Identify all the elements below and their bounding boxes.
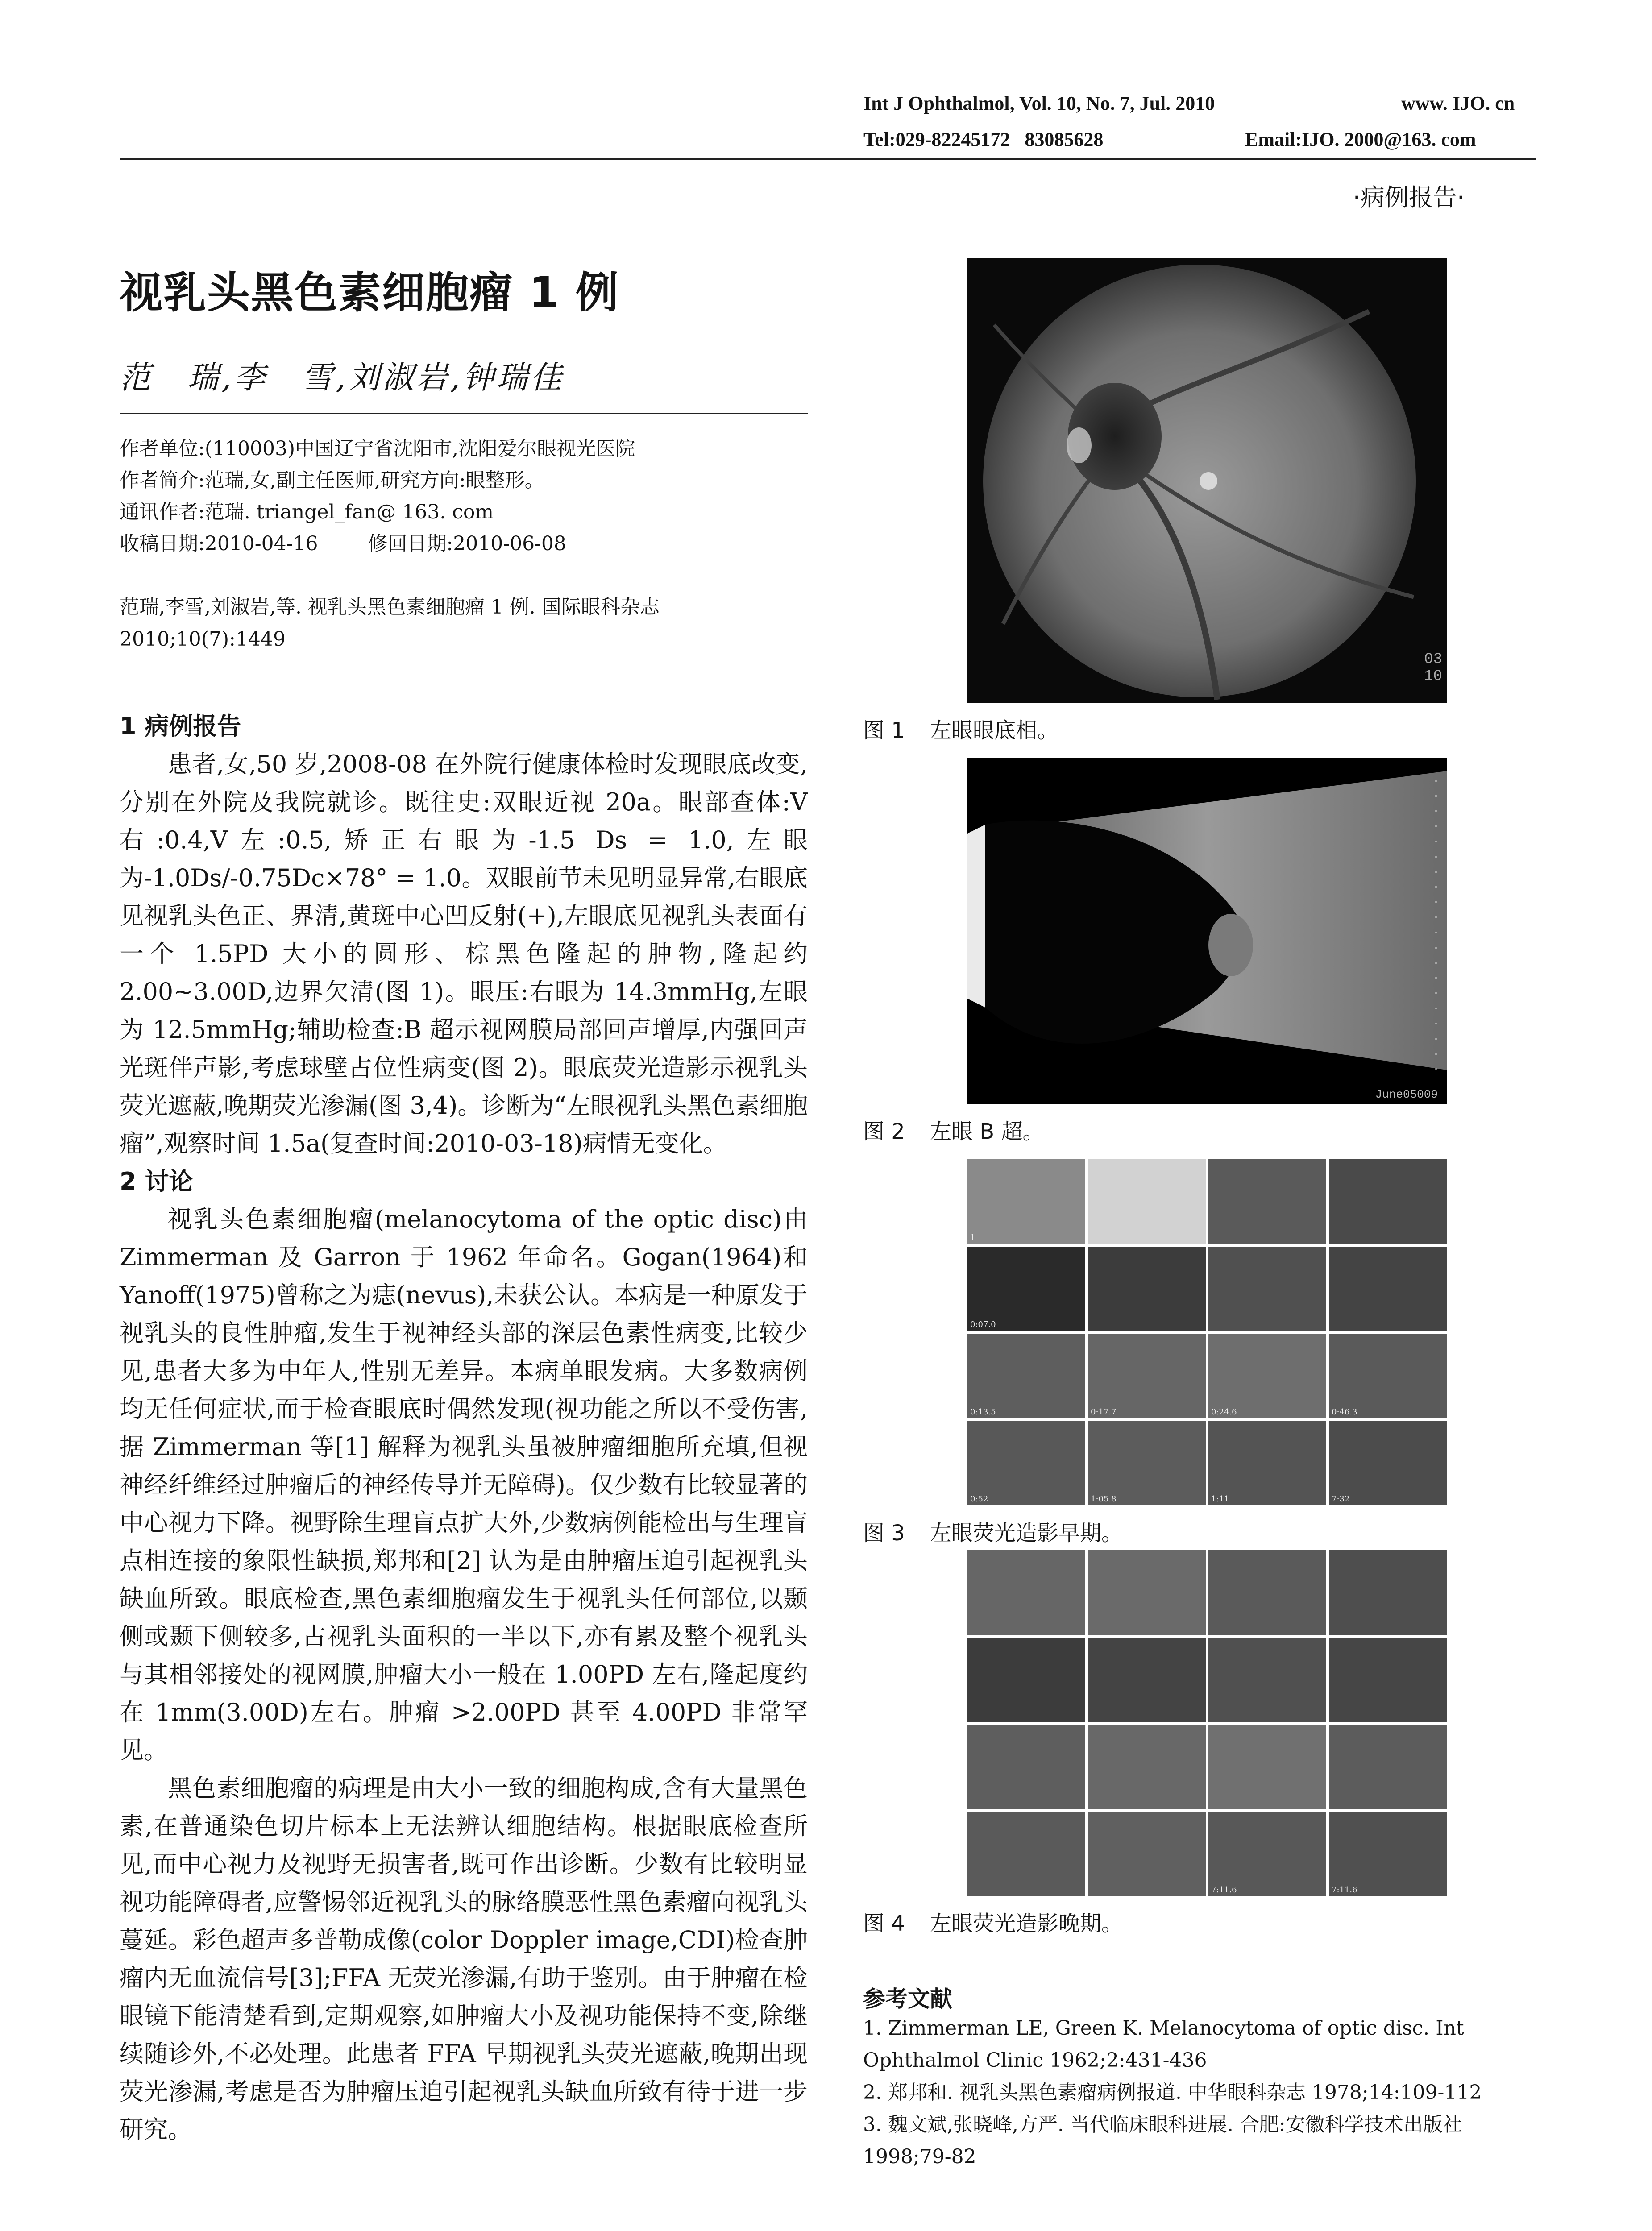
ffa-frame-time: 1:05.8 [1091,1494,1117,1504]
figure-caption-text: 左眼荧光造影晚期。 [930,1911,1123,1936]
ffa-frame [1088,1812,1206,1897]
reference-list [863,2012,1536,2173]
article-title: 视乳头黑色素细胞瘤 1 例 [120,268,619,318]
ffa-frame [1329,1159,1447,1244]
journal-tel: Tel:029-82245172 83085628 [863,129,1104,150]
case-report-paragraph: 患者,女,50 岁,2008-08 在外院行健康体检时发现眼底改变,分别在外院及我院就诊。既往史:双眼近视 20a。眼部查体:V右:0.4,V左:0.5,矫正右眼为-1.5 Ds = 1.0,左眼为-1.0Ds/-0.75Dc×78° = 1.0。双眼前节未见明显异常,右眼底见视乳头色正、界清,黄斑中心凹反射(+),左眼底见视乳头表面有一个 1.5PD 大小的圆形、棕黑色隆起的肿物,隆起约 2.00~3.00D,边界欠清(图 1)。眼压:右眼为 14.3mmHg,左眼为 12.5mmHg;辅助检查:B 超示视网膜局部回声增厚,内强回声光斑伴声影,考虑球壁占位性病变(图 2)。眼底荧光造影示视乳头荧光遮蔽,晚期荧光渗漏(图 3,4)。诊断为“左眼视乳头黑色素细胞瘤”,观察时间 1.5a(复查时间:2010-03-18)病情无变化。 [120,750,808,1157]
author-bio: 作者简介:范瑞,女,副主任医师,研究方向:眼整形。 [120,469,544,492]
ffa-frame [1208,1550,1326,1635]
ffa-frame-time: 0:24.6 [1211,1407,1237,1417]
journal-website: www. IJO. cn [1401,92,1515,114]
reference-item: 1. Zimmerman LE, Green K. Melanocytoma of optic disc. Int Ophthalmol Clinic 1962;2:431-436 [863,2017,1464,2072]
discussion-paragraph: 黑色素细胞瘤的病理是由大小一致的细胞构成,含有大量黑色素,在普通染色切片标本上无法辨认细胞结构。根据眼底检查所见,而中心视力及视野无损害者,既可作出诊断。少数有比较明显视功能障碍者,应警惕邻近视乳头的脉络膜恶性黑色素瘤向视乳头蔓延。彩色超声多普勒成像(color Doppler image,CDI)检查肿瘤内无血流信号[3];FFA 无荧光渗漏,有助于鉴别。由于肿瘤在检眼镜下能清楚看到,定期观察,如肿瘤大小及视功能保持不变,除继续随诊外,不必处理。此患者 FFA 早期视乳头荧光遮蔽,晚期出现荧光渗漏,考虑是否为肿瘤压迫引起视乳头缺血所致有待于进一步研究。 [120,1774,808,2144]
figure-1-fundus-photo [967,258,1447,703]
ffa-frame-time: 0:17.7 [1091,1407,1117,1417]
figure-2-caption [863,1114,1044,1145]
author-affiliation: 作者单位:(110003)中国辽宁省沈阳市,沈阳爱尔眼视光医院 [120,437,635,460]
ffa-frame [1329,1550,1447,1635]
bscan-label: June05009 [1375,1088,1438,1101]
journal-info: Int J Ophthalmol, Vol. 10, No. 7, Jul. 2010 [863,92,1215,114]
ffa-frame [1208,1638,1326,1722]
ffa-frame [1208,1421,1326,1506]
ffa-frame-time: 0:13.5 [970,1407,996,1417]
ffa-frame [1208,1334,1326,1418]
figure-3-ffa-early [967,1159,1447,1505]
figure-caption-text: 左眼眼底相。 [930,718,1059,743]
ffa-frame [1088,1725,1206,1809]
ffa-frame-time: 1 [970,1232,975,1242]
citation: 范瑞,李雪,刘淑岩,等. 视乳头黑色素细胞瘤 1 例. 国际眼科杂志 2010;10(7):1449 [120,596,660,651]
ffa-frame [1208,1247,1326,1331]
ffa-frame-time: 7:32 [1332,1494,1350,1504]
ffa-frame [1329,1421,1447,1506]
reference-item: 3. 魏文斌,张晓峰,方严. 当代临床眼科进展. 合肥:安徽科学技术出版社 1998;79-82 [863,2113,1462,2168]
ffa-frame [1329,1334,1447,1418]
ffa-frame-time: 0:46.3 [1332,1407,1357,1417]
ffa-frame [967,1550,1085,1635]
ffa-frame-time: 1:11 [1211,1494,1229,1504]
reference-item: 2. 郑邦和. 视乳头黑色素瘤病例报道. 中华眼科杂志 1978;14:109-112 [863,2081,1482,2104]
journal-email: Email:IJO. 2000@163. com [1245,129,1476,150]
ffa-frame [1329,1247,1447,1331]
ffa-frame [967,1638,1085,1722]
ffa-frame-time: 7:11.6 [1332,1885,1357,1895]
ffa-frame [967,1725,1085,1809]
ffa-frame [967,1159,1085,1244]
ffa-frame [1329,1638,1447,1722]
ffa-frame [1088,1334,1206,1418]
ffa-frame [967,1421,1085,1506]
author-rule [120,413,808,414]
ffa-frame [967,1334,1085,1418]
header-rule [120,158,1536,160]
ffa-frame-time: 0:07.0 [970,1320,996,1329]
section-heading: 1 病例报告 [120,712,241,740]
references-heading: 参考文献 [863,1986,952,2012]
figure-4-ffa-late [967,1550,1447,1896]
figure-3-caption [863,1516,1123,1547]
ffa-frame [1088,1550,1206,1635]
section-tag: ·病例报告· [1353,183,1465,211]
figure-4-caption [863,1906,1123,1937]
corresponding-author: 通讯作者:范瑞. triangel_fan@ 163. com [120,501,494,523]
ffa-frame [1088,1247,1206,1331]
ffa-frame [1088,1159,1206,1244]
figure-number: 图 4 [863,1911,905,1936]
ffa-frame [1208,1812,1326,1897]
ffa-frame [967,1812,1085,1897]
ffa-frame [1088,1638,1206,1722]
figure-number: 图 2 [863,1119,905,1144]
figure-number: 图 3 [863,1521,905,1546]
ffa-frame [1208,1159,1326,1244]
author-list: 范 瑞,李 雪,刘淑岩,钟瑞佳 [120,359,565,396]
ffa-frame [1329,1725,1447,1809]
figure-caption-text: 左眼荧光造影早期。 [930,1521,1123,1546]
figure-2-b-scan [967,758,1447,1104]
ffa-frame-time: 7:11.6 [1211,1885,1237,1895]
discussion-paragraph: 视乳头色素细胞瘤(melanocytoma of the optic disc)由 Zimmerman 及 Garron 于 1962 年命名。Gogan(1964)和 Yanoff(1975)曾称之为痣(nevus),未获公认。本病是一种原发于视乳头的良性肿瘤,发生于视神经头部的深层色素性病变,比较少见,患者大多为中年人,性别无差异。本病单眼发病。大多数病例均无任何症状,而于检查眼底时偶然发现(视功能之所以不受伤害,据 Zimmerman 等[1] 解释为视乳头虽被肿瘤细胞所充填,但视神经纤维经过肿瘤后的神经传导并无障碍)。仅少数有比较显著的中心视力下降。视野除生理盲点扩大外,少数病例能检出与生理盲点相连接的象限性缺损,郑邦和[2] 认为是由肿瘤压迫引起视乳头缺血所致。眼底检查,黑色素细胞瘤发生于视乳头任何部位,以颞侧或颞下侧较多,占视乳头面积的一半以下,亦有累及整个视乳头与其相邻接处的视网膜,肿瘤大小一般在 1.00PD 左右,隆起度约在 1mm(3.00D)左右。肿瘤 >2.00PD 甚至 4.00PD 非常罕见。 [120,1205,808,1764]
ffa-frame [1208,1725,1326,1809]
section-heading: 2 讨论 [120,1167,193,1195]
ffa-frame [1329,1812,1447,1897]
ffa-frame [1088,1421,1206,1506]
figure-number: 图 1 [863,718,905,743]
ffa-frame [967,1247,1085,1331]
article-body [120,707,808,2148]
received-dates: 收稿日期:2010-04-16 修回日期:2010-06-08 [120,532,566,555]
figure-caption-text: 左眼 B 超。 [930,1119,1044,1144]
ffa-frame-time: 0:52 [970,1494,988,1504]
fundus-timestamp: 03 10 [1424,651,1442,685]
figure-1-caption [863,713,1058,744]
